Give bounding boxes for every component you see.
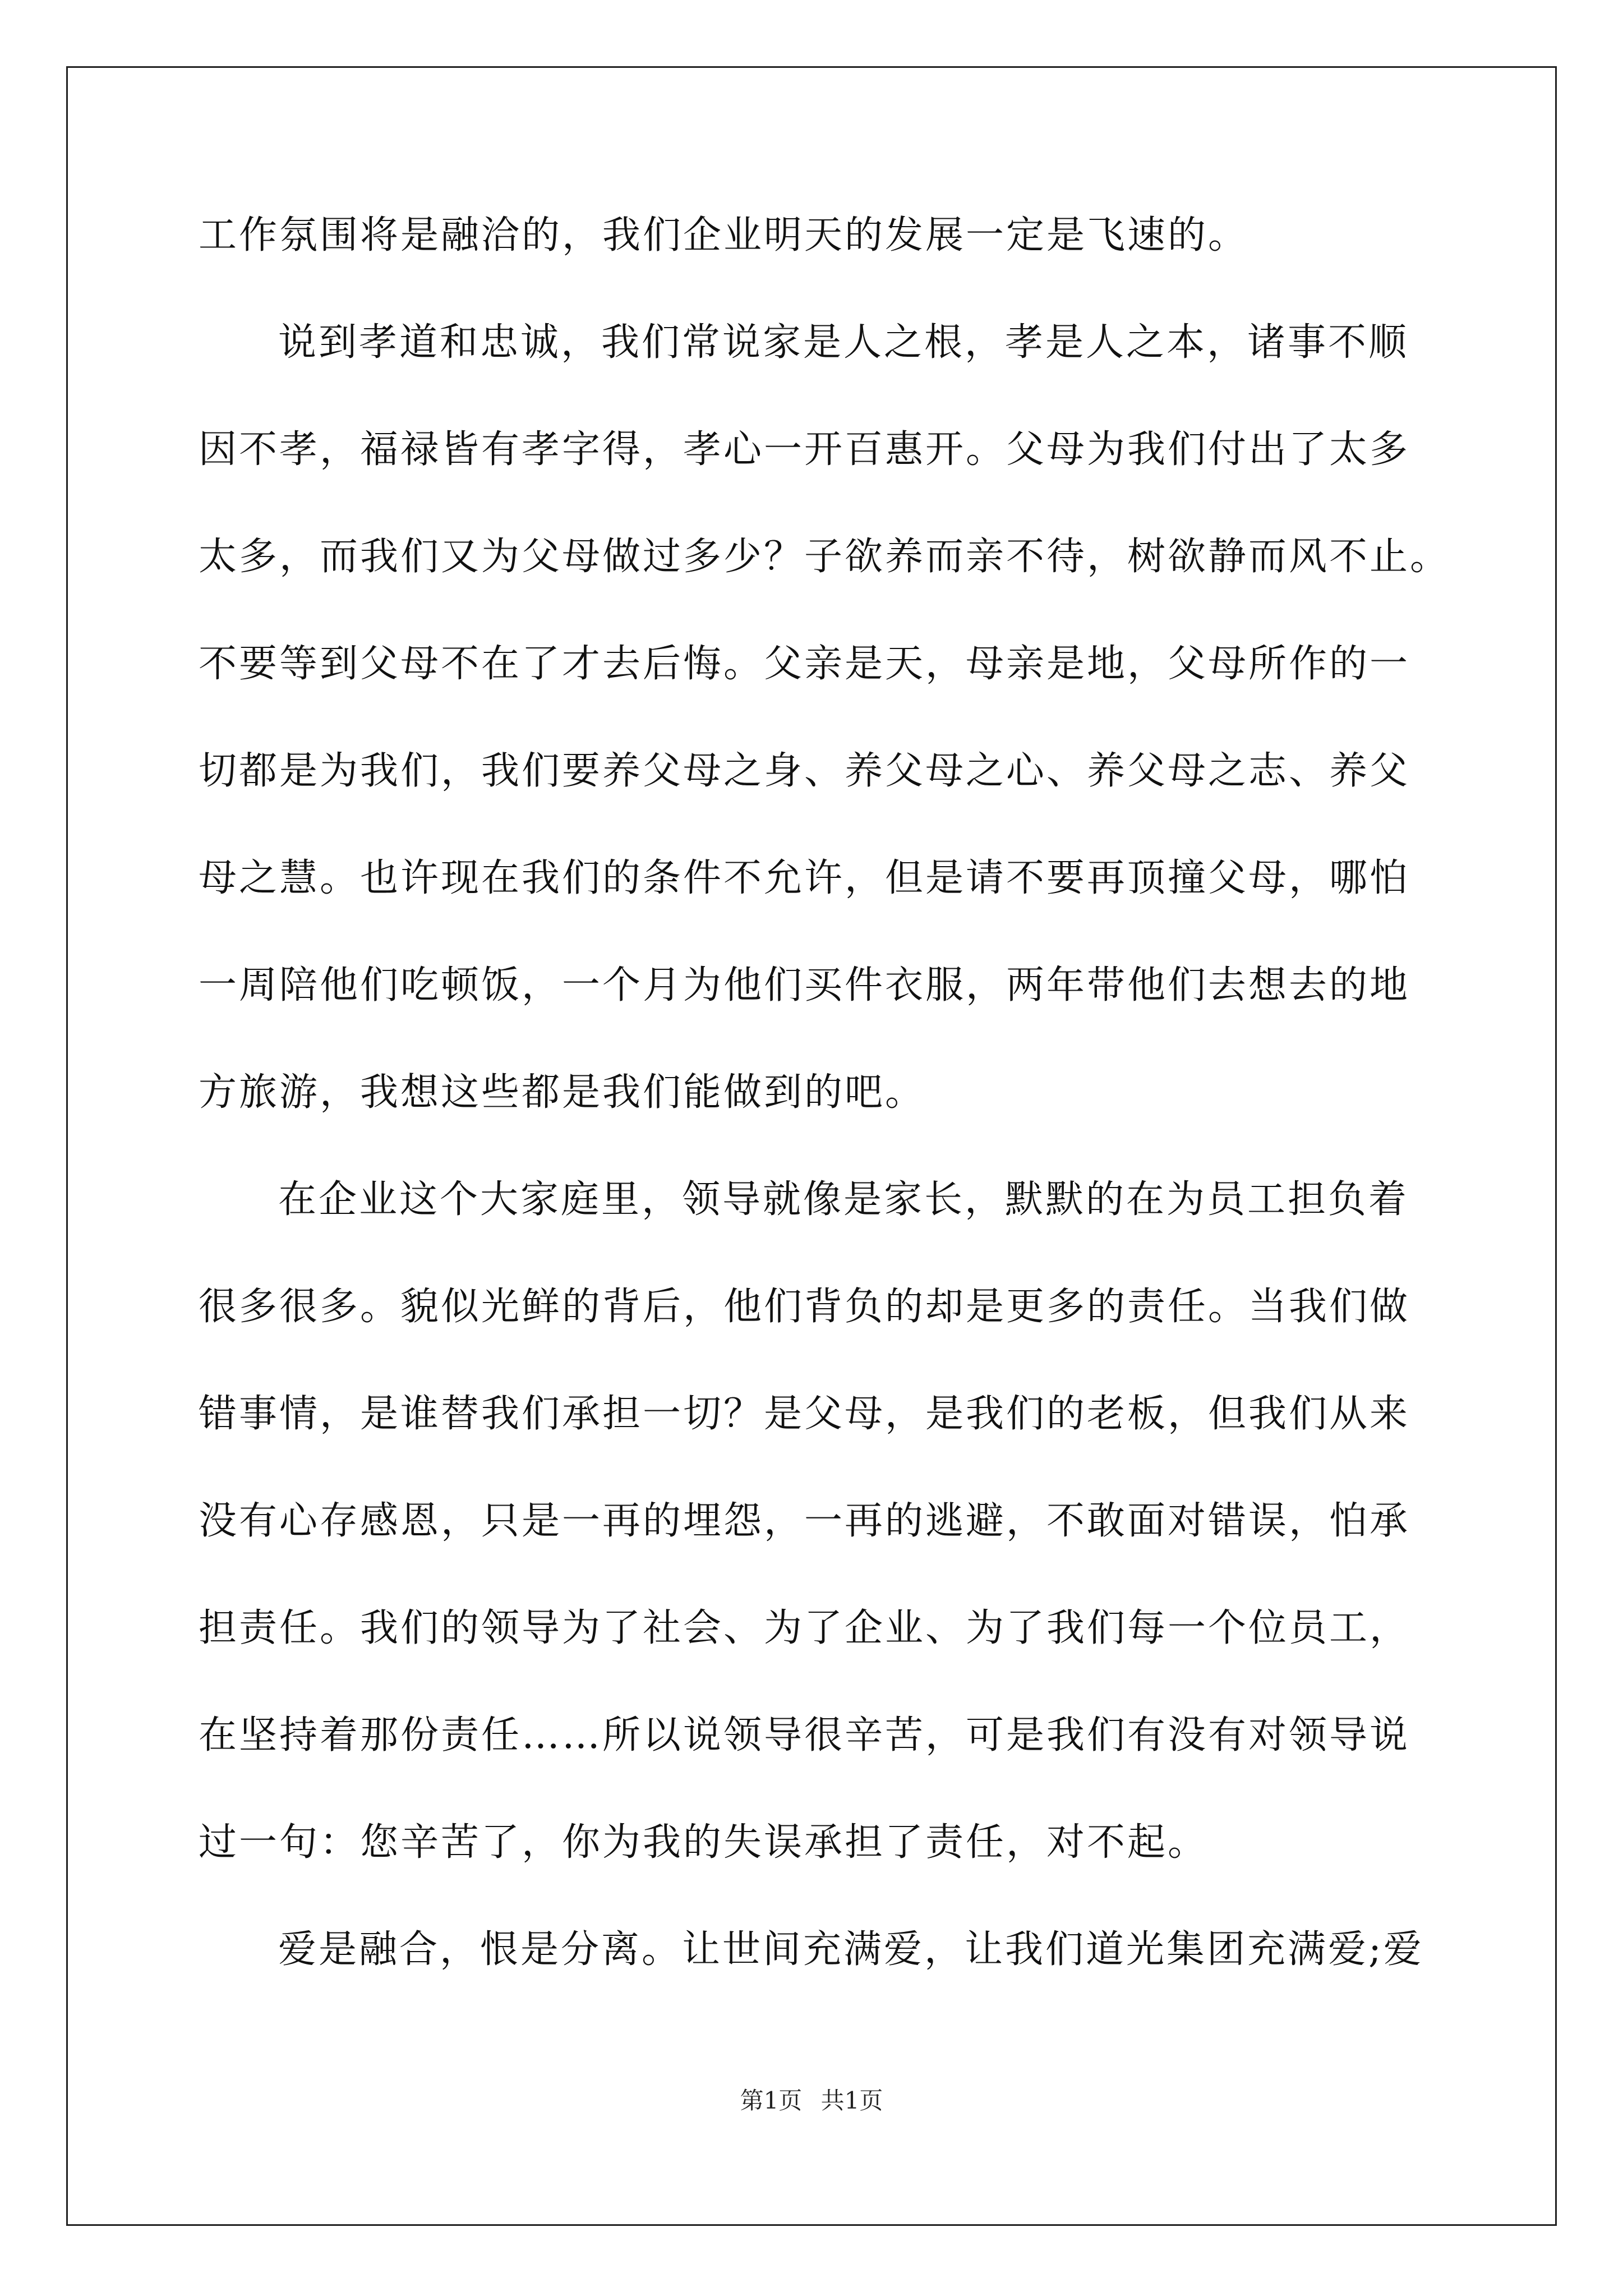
text-line-5: 不要等到父母不在了才去后悔。父亲是天，母亲是地，父母所作的一 xyxy=(199,642,1410,686)
text-line-8: 一周陪他们吃顿饭，一个月为他们买件衣服，两年带他们去想去的地 xyxy=(199,963,1410,1007)
text-line-12: 错事情，是谁替我们承担一切？是父母，是我们的老板，但我们从来 xyxy=(199,1392,1410,1436)
text-line-14: 担责任。我们的领导为了社会、为了企业、为了我们每一个位员工， xyxy=(199,1606,1410,1650)
text-line-6: 切都是为我们，我们要养父母之身、养父母之心、养父母之志、养父 xyxy=(199,749,1410,793)
text-line-10: 在企业这个大家庭里，领导就像是家长，默默的在为员工担负着 xyxy=(278,1177,1409,1222)
page-footer xyxy=(0,2084,1623,2118)
text-line-3: 因不孝，福禄皆有孝字得，孝心一开百惠开。父母为我们付出了太多 xyxy=(199,427,1410,472)
text-line-9: 方旅游，我想这些都是我们能做到的吧。 xyxy=(199,1070,926,1115)
page-number: 第1页 xyxy=(740,2087,803,2114)
text-line-1: 工作氛围将是融洽的，我们企业明天的发展一定是飞速的。 xyxy=(199,213,1249,257)
text-line-16: 过一句：您辛苦了，你为我的失误承担了责任，对不起。 xyxy=(199,1820,1209,1865)
text-line-2: 说到孝道和忠诚，我们常说家是人之根，孝是人之本，诸事不顺 xyxy=(278,320,1409,365)
text-line-4: 太多，而我们又为父母做过多少？子欲养而亲不待，树欲静而风不止。 xyxy=(199,535,1451,579)
text-line-7: 母之慧。也许现在我们的条件不允许，但是请不要再顶撞父母，哪怕 xyxy=(199,856,1410,900)
text-line-11: 很多很多。貌似光鲜的背后，他们背负的却是更多的责任。当我们做 xyxy=(199,1285,1410,1329)
text-line-17: 爱是融合，恨是分离。让世间充满爱，让我们道光集团充满爱;爱 xyxy=(278,1927,1424,1972)
text-line-15: 在坚持着那份责任……所以说领导很辛苦，可是我们有没有对领导说 xyxy=(199,1713,1410,1757)
page-total: 共1页 xyxy=(820,2087,883,2114)
text-line-13: 没有心存感恩，只是一再的埋怨，一再的逃避，不敢面对错误，怕承 xyxy=(199,1499,1410,1543)
document-body xyxy=(199,205,1451,2026)
